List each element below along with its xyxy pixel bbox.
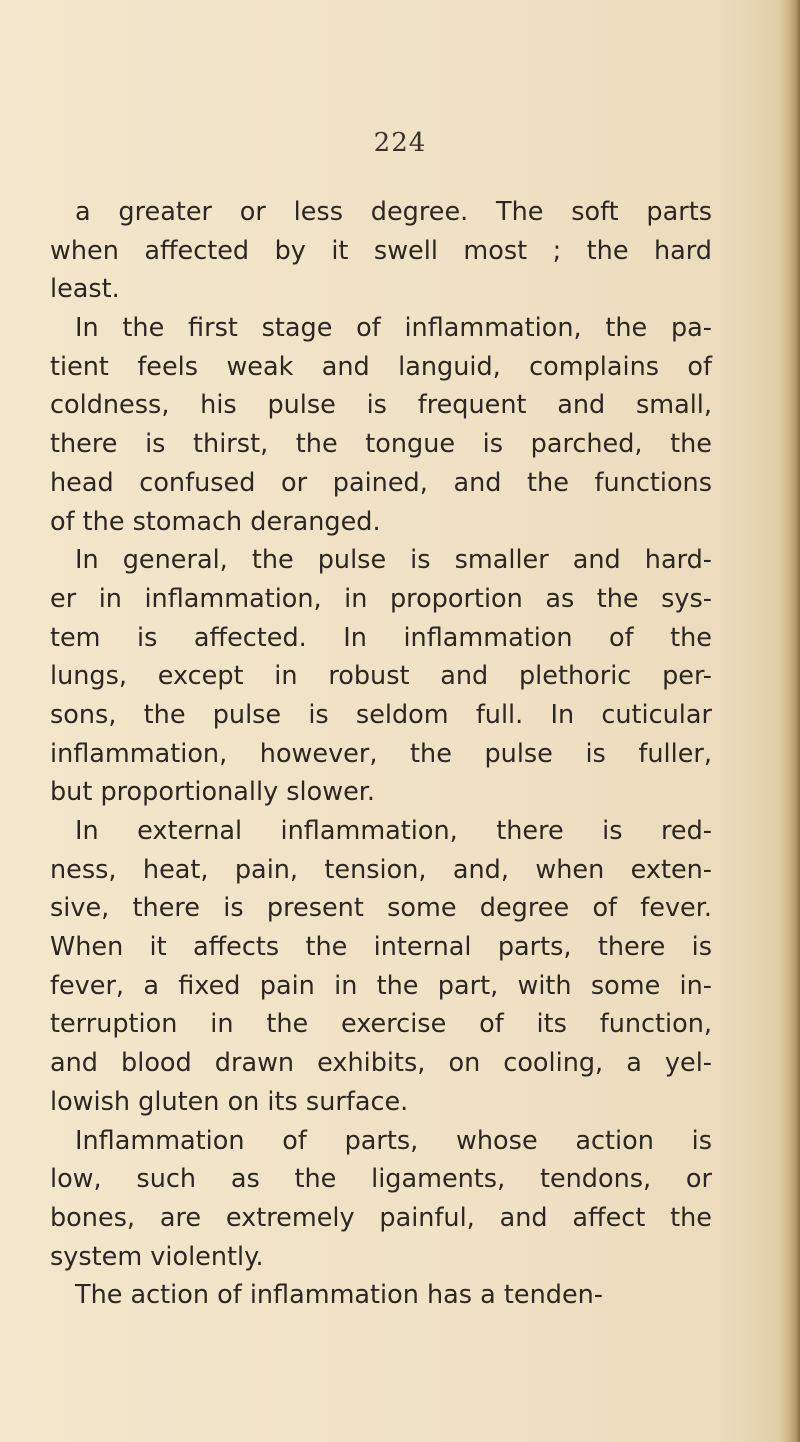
text-line: In the first stage of inflammation, the pa-	[75, 313, 712, 344]
text-line: In general, the pulse is smaller and hard-	[75, 545, 712, 576]
page-edge	[778, 0, 800, 1442]
text-line: least.	[50, 274, 120, 305]
text-line: terruption in the exercise of its function,	[50, 1009, 712, 1040]
text-line: there is thirst, the tongue is parched, the	[50, 429, 712, 460]
text-line: system violently.	[50, 1241, 264, 1272]
text-line: When it affects the internal parts, there is	[50, 932, 712, 963]
text-line: lungs, except in robust and plethoric per-	[50, 661, 712, 692]
text-line: but proportionally slower.	[50, 777, 376, 808]
text-line: fever, a fixed pain in the part, with some in-	[50, 970, 712, 1001]
text-line: bones, are extremely painful, and affect the	[50, 1202, 712, 1233]
text-line: of the stomach deranged.	[50, 506, 381, 537]
body-text	[50, 193, 712, 1315]
text-line: sive, there is present some degree of fever.	[50, 893, 712, 924]
text-line: low, such as the ligaments, tendons, or	[50, 1164, 712, 1195]
text-line: and blood drawn exhibits, on cooling, a yel-	[50, 1048, 712, 1079]
text-line: tient feels weak and languid, complains of	[50, 351, 712, 382]
text-line: a greater or less degree. The soft parts	[75, 197, 712, 227]
text-line: tem is affected. In inflammation of the	[50, 622, 712, 653]
text-line: The action of inflammation has a tenden-	[75, 1280, 604, 1311]
text-line: lowish gluten on its surface.	[50, 1086, 409, 1117]
text-line: ness, heat, pain, tension, and, when exten-	[50, 854, 712, 885]
text-line: head confused or pained, and the functions	[50, 467, 712, 498]
text-line: er in inflammation, in proportion as the sys-	[50, 583, 712, 614]
page-number: 224	[373, 128, 427, 158]
text-line: Inflammation of parts, whose action is	[75, 1125, 712, 1156]
text-line: coldness, his pulse is frequent and small,	[50, 390, 712, 421]
text-line: sons, the pulse is seldom full. In cuticular	[50, 699, 712, 730]
text-line: when affected by it swell most ; the hard	[50, 235, 712, 266]
text-line: inflammation, however, the pulse is fuller,	[50, 738, 712, 769]
text-line: In external inflammation, there is red-	[75, 816, 712, 846]
